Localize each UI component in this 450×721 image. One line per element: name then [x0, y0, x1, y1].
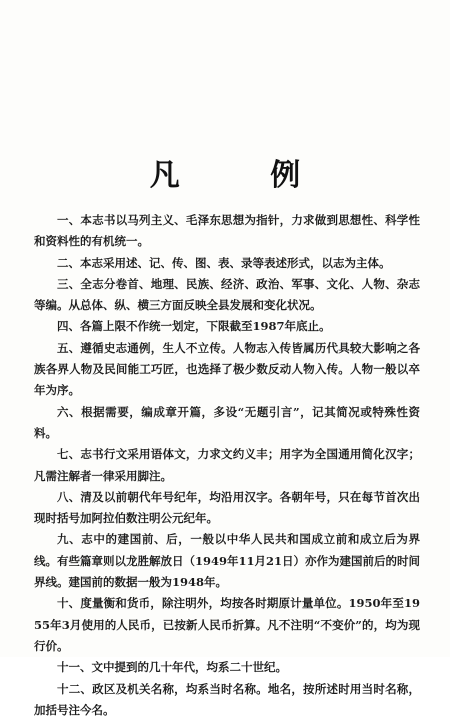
guideline-paragraph: 十、度量衡和货币，除注明外，均按各时期原计量单位。1950年至1955年3月使用的人民币，已按新人民币折算。凡不注明“不变价”的，均为现行价。 — [34, 596, 420, 653]
guideline-paragraph: 十二、政区及机关名称，均系当时名称。地名，按所述时用当时名称，加括号注今名。 — [34, 681, 420, 717]
guideline-paragraph: 六、根据需要，编成章开篇，多设“无题引言”，记其简况或特殊性资料。 — [34, 404, 420, 440]
page-title: 凡 例 — [149, 158, 341, 193]
guideline-paragraph: 十一、文中提到的几十年代，均系二十世纪。 — [57, 660, 287, 675]
guideline-paragraph: 三、全志分卷首、地理、民族、经济、政治、军事、文化、人物、杂志等编。从总体、纵、横三方面反映全县发展和变化状况。 — [34, 276, 420, 313]
guideline-paragraph: 七、志书行文采用语体文，力求文约义丰；用字为全国通用简化汉字；凡需注解者一律采用脚注。 — [34, 447, 420, 483]
guideline-paragraph: 九、志中的建国前、后，一般以中华人民共和国成立前和成立后为界线。有些篇章则以龙胜解放日（1949年11月21日）亦作为建国前后的时间界线。建国前的数据一般为1948年。 — [34, 532, 421, 590]
guideline-paragraph: 八、清及以前朝代年号纪年，均沿用汉字。各朝年号，只在每节首次出现时括号加阿拉伯数注明公元纪年。 — [34, 489, 420, 526]
guideline-paragraph: 二、本志采用述、记、传、图、表、录等表述形式，以志为主体。 — [57, 255, 391, 270]
guideline-paragraph: 五、遵循史志通例，生人不立传。人物志入传皆属历代具较大影响之各族各界人物及民间能工巧匠，也选择了极少数反动人物入传。人物一般以卒年为序。 — [34, 340, 420, 398]
guidelines-body — [34, 210, 420, 721]
guideline-paragraph: 一、本志书以马列主义、毛泽东思想为指针，力求做到思想性、科学性和资料性的有机统一。 — [34, 213, 420, 249]
guideline-paragraph: 四、各篇上限不作统一划定，下限截至1987年底止。 — [57, 319, 331, 334]
